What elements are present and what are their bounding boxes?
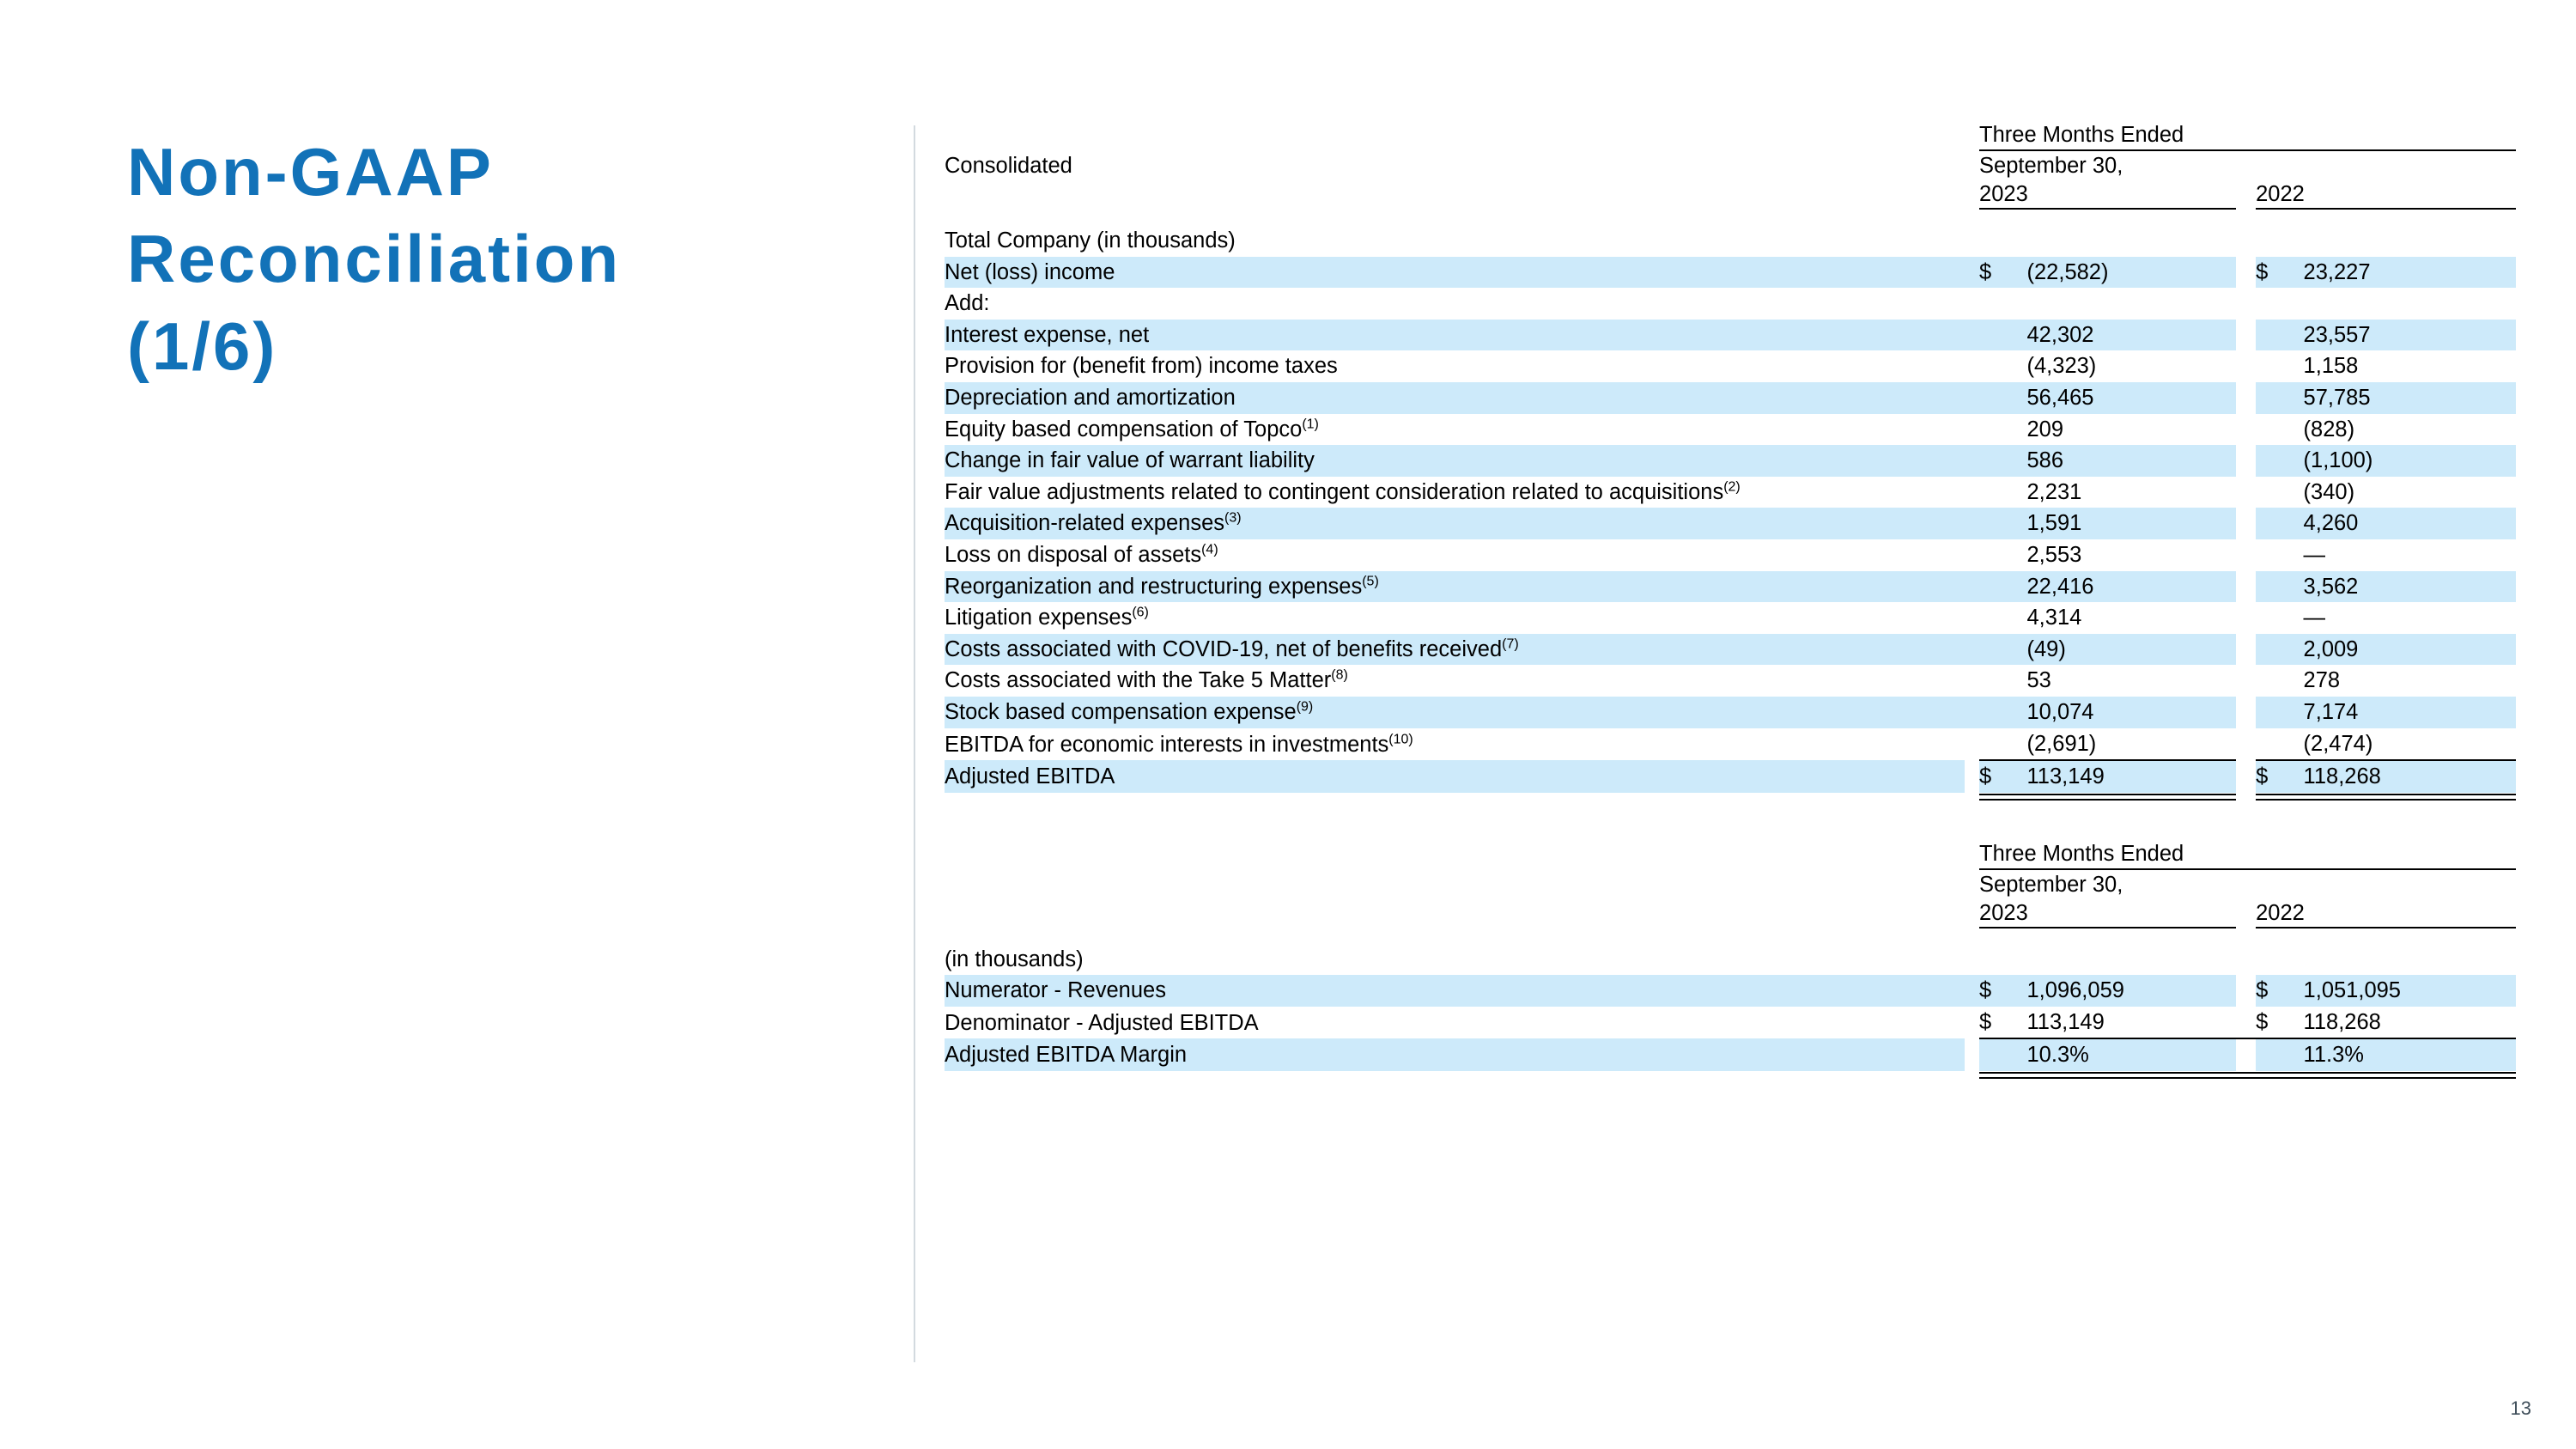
row-currency-current xyxy=(1979,414,2026,446)
row-value-current: 209 xyxy=(2026,417,2064,441)
table2-header-september: September 30, xyxy=(1979,872,2123,897)
row-value-prior: 23,557 xyxy=(2304,320,2516,351)
row-footnote-marker: (5) xyxy=(1362,574,1379,589)
row-currency-current xyxy=(1979,571,2026,603)
table-row xyxy=(945,320,2516,351)
row-currency-current: $ xyxy=(1979,975,2026,1007)
row-label: EBITDA for economic interests in investments xyxy=(945,732,1389,757)
row-currency-current xyxy=(1979,445,2026,477)
row-label: Loss on disposal of assets xyxy=(945,542,1202,567)
table2-header-gap xyxy=(945,928,2516,944)
table-row xyxy=(945,571,2516,603)
table2-header-three-months-ended: Three Months Ended xyxy=(1979,839,2516,869)
table1-units-row xyxy=(945,225,2516,257)
row-value-current: 42,302 xyxy=(2027,320,2236,351)
table-row xyxy=(945,508,2516,539)
row-footnote-marker: (4) xyxy=(1201,542,1218,557)
row-value-prior: 23,227 xyxy=(2304,257,2516,289)
row-currency-prior xyxy=(2256,288,2303,320)
row-currency-current xyxy=(1979,602,2026,634)
table2-header-years-row xyxy=(945,899,2516,928)
row-value-current: 2,231 xyxy=(2026,479,2082,504)
row-currency-prior xyxy=(2256,445,2303,477)
table1-header-years-row xyxy=(945,180,2516,209)
row-value-prior: 57,785 xyxy=(2304,382,2516,414)
table1-header-three-months-ended: Three Months Ended xyxy=(1979,120,2516,150)
table-row xyxy=(945,477,2516,508)
row-currency-prior xyxy=(2256,665,2303,697)
row-value-current: (2,691) xyxy=(2026,731,2097,756)
row-currency-current xyxy=(1979,288,2026,320)
row-value-prior: 1,051,095 xyxy=(2304,975,2516,1007)
row-value-current: 56,465 xyxy=(2027,382,2236,414)
table-row xyxy=(945,539,2516,571)
row-label: Numerator - Revenues xyxy=(945,975,1965,1007)
row-value-prior: — xyxy=(2303,606,2326,630)
row-currency-current xyxy=(1979,539,2026,571)
table1-total-value-current: 113,149 xyxy=(2027,760,2236,793)
row-currency-prior xyxy=(2256,602,2303,634)
table-row xyxy=(945,1007,2516,1039)
row-currency-current xyxy=(1979,665,2026,697)
row-value-prior: 1,158 xyxy=(2303,354,2359,379)
row-footnote-marker: (9) xyxy=(1296,699,1314,715)
table1-total-currency-current: $ xyxy=(1979,760,2026,793)
table-row xyxy=(945,602,2516,634)
row-footnote-marker: (3) xyxy=(1224,510,1242,526)
row-label: Net (loss) income xyxy=(945,259,1115,284)
adjusted-ebitda-margin-table xyxy=(945,839,2516,1071)
table1-total-currency-prior: $ xyxy=(2256,760,2303,793)
row-currency-prior xyxy=(2256,697,2303,728)
row-value-current: 1,096,059 xyxy=(2027,975,2236,1007)
row-currency-current xyxy=(1979,508,2026,539)
page-title-line-3: (1/6) xyxy=(127,307,278,384)
table2-total-label: Adjusted EBITDA Margin xyxy=(945,1038,1965,1071)
row-currency-prior xyxy=(2256,382,2303,414)
row-currency-prior xyxy=(2256,634,2303,666)
row-value-prior: 3,562 xyxy=(2304,571,2516,603)
page-title-line-2: Reconciliation xyxy=(127,221,622,297)
table-row xyxy=(945,257,2516,289)
row-currency-prior: $ xyxy=(2256,1009,2269,1034)
row-currency-current xyxy=(1979,697,2026,728)
row-label: Depreciation and amortization xyxy=(945,385,1236,410)
row-value-prior: 278 xyxy=(2303,668,2341,693)
row-currency-prior xyxy=(2256,571,2303,603)
table-row xyxy=(945,382,2516,414)
table1-header-year-2022: 2022 xyxy=(2256,180,2516,209)
table-row xyxy=(945,445,2516,477)
table1-section-label: Consolidated xyxy=(945,154,1072,178)
table-row xyxy=(945,350,2516,382)
row-value-prior: (2,474) xyxy=(2303,731,2373,756)
row-value-current: 2,553 xyxy=(2026,542,2082,567)
table2-total-row xyxy=(945,1038,2516,1071)
row-currency-current xyxy=(1979,320,2026,351)
row-label: Provision for (benefit from) income taxes xyxy=(945,354,1338,379)
row-value-prior: 7,174 xyxy=(2304,697,2516,728)
row-footnote-marker: (1) xyxy=(1302,417,1319,432)
row-value-current: 113,149 xyxy=(2026,1009,2105,1034)
row-value-current: (4,323) xyxy=(2026,354,2097,379)
adjusted-ebitda-table xyxy=(945,120,2516,793)
row-label: Equity based compensation of Topco xyxy=(945,417,1303,441)
table1-header-september: September 30, xyxy=(1979,154,2123,178)
row-label: Costs associated with COVID-19, net of benefits received xyxy=(945,636,1503,661)
row-currency-prior xyxy=(2256,728,2303,761)
row-currency-current xyxy=(1979,382,2026,414)
vertical-divider xyxy=(914,125,915,1362)
row-currency-current xyxy=(1979,350,2026,382)
table2-units-row xyxy=(945,944,2516,976)
table2-units-label: (in thousands) xyxy=(945,947,1084,971)
row-value-current: 1,591 xyxy=(2027,508,2236,539)
row-currency-current: $ xyxy=(1979,257,2026,289)
row-value-prior: 4,260 xyxy=(2304,508,2516,539)
table1-units-label: Total Company (in thousands) xyxy=(945,228,1236,253)
table-row xyxy=(945,665,2516,697)
row-currency-prior xyxy=(2256,414,2303,446)
table-row xyxy=(945,288,2516,320)
row-value-prior: (828) xyxy=(2303,417,2355,441)
row-footnote-marker: (6) xyxy=(1132,605,1149,620)
page-title xyxy=(127,129,840,390)
row-label: Costs associated with the Take 5 Matter xyxy=(945,668,1332,693)
table-row xyxy=(945,414,2516,446)
row-currency-prior xyxy=(2256,350,2303,382)
row-label: Denominator - Adjusted EBITDA xyxy=(945,1010,1259,1035)
row-value-prior: — xyxy=(2303,542,2326,567)
page-title-line-1: Non-GAAP xyxy=(127,134,494,210)
row-label: Reorganization and restructuring expenses xyxy=(945,574,1363,599)
row-value-current: (49) xyxy=(2027,634,2236,666)
table2-header-sub-row xyxy=(945,869,2516,899)
row-value-prior: 2,009 xyxy=(2304,634,2516,666)
row-value-prior: (1,100) xyxy=(2304,445,2516,477)
row-currency-prior xyxy=(2256,477,2303,508)
row-currency-prior: $ xyxy=(2256,975,2303,1007)
row-currency-current xyxy=(1979,634,2026,666)
table2-header-year-2022: 2022 xyxy=(2256,899,2516,928)
table-row xyxy=(945,634,2516,666)
row-currency-prior xyxy=(2256,508,2303,539)
table1-total-row xyxy=(945,760,2516,793)
row-value-current: (22,582) xyxy=(2027,257,2236,289)
page-number: 13 xyxy=(2510,1397,2531,1419)
row-value-current xyxy=(2027,288,2236,320)
tables-region xyxy=(945,120,2516,1071)
row-footnote-marker: (7) xyxy=(1502,636,1519,652)
table-row xyxy=(945,728,2516,761)
row-label: Stock based compensation expense xyxy=(945,699,1297,724)
row-footnote-marker: (10) xyxy=(1388,732,1413,746)
row-label: Interest expense, net xyxy=(945,322,1150,347)
table2-header-span-row xyxy=(945,839,2516,869)
table2-total-value-prior: 11.3% xyxy=(2304,1038,2516,1071)
row-value-prior xyxy=(2304,288,2516,320)
table1-total-label: Adjusted EBITDA xyxy=(945,760,1965,793)
row-currency-prior xyxy=(2256,320,2303,351)
row-label: Change in fair value of warrant liability xyxy=(945,448,1315,473)
table1-header-gap xyxy=(945,209,2516,225)
row-value-prior: 118,268 xyxy=(2303,1009,2381,1034)
row-value-current: 4,314 xyxy=(2026,606,2082,630)
row-label: Fair value adjustments related to contingent consideration related to acquisitions xyxy=(945,479,1724,504)
row-label: Add: xyxy=(945,291,990,316)
row-label: Litigation expenses xyxy=(945,606,1133,630)
row-currency-current: $ xyxy=(1979,1009,1992,1034)
table-row xyxy=(945,975,2516,1007)
row-currency-current xyxy=(1979,477,2026,508)
row-value-current: 586 xyxy=(2027,445,2236,477)
row-value-prior: (340) xyxy=(2303,479,2355,504)
row-footnote-marker: (8) xyxy=(1331,667,1348,683)
table-row xyxy=(945,697,2516,728)
row-currency-prior xyxy=(2256,539,2303,571)
row-footnote-marker: (2) xyxy=(1723,479,1741,495)
table1-header-span-row xyxy=(945,120,2516,150)
table2-total-currency-prior xyxy=(2256,1038,2303,1071)
row-currency-current xyxy=(1979,728,2026,761)
table1-header-sub-row xyxy=(945,150,2516,180)
row-currency-prior: $ xyxy=(2256,257,2303,289)
row-label: Acquisition-related expenses xyxy=(945,511,1225,536)
table1-total-value-prior: 118,268 xyxy=(2304,760,2516,793)
table1-header-year-2023: 2023 xyxy=(1979,180,2236,209)
table2-total-currency-current xyxy=(1979,1038,2026,1071)
table2-header-year-2023: 2023 xyxy=(1979,899,2236,928)
row-value-current: 22,416 xyxy=(2027,571,2236,603)
row-value-current: 10,074 xyxy=(2027,697,2236,728)
table2-total-value-current: 10.3% xyxy=(2027,1038,2236,1071)
row-value-current: 53 xyxy=(2026,668,2051,693)
